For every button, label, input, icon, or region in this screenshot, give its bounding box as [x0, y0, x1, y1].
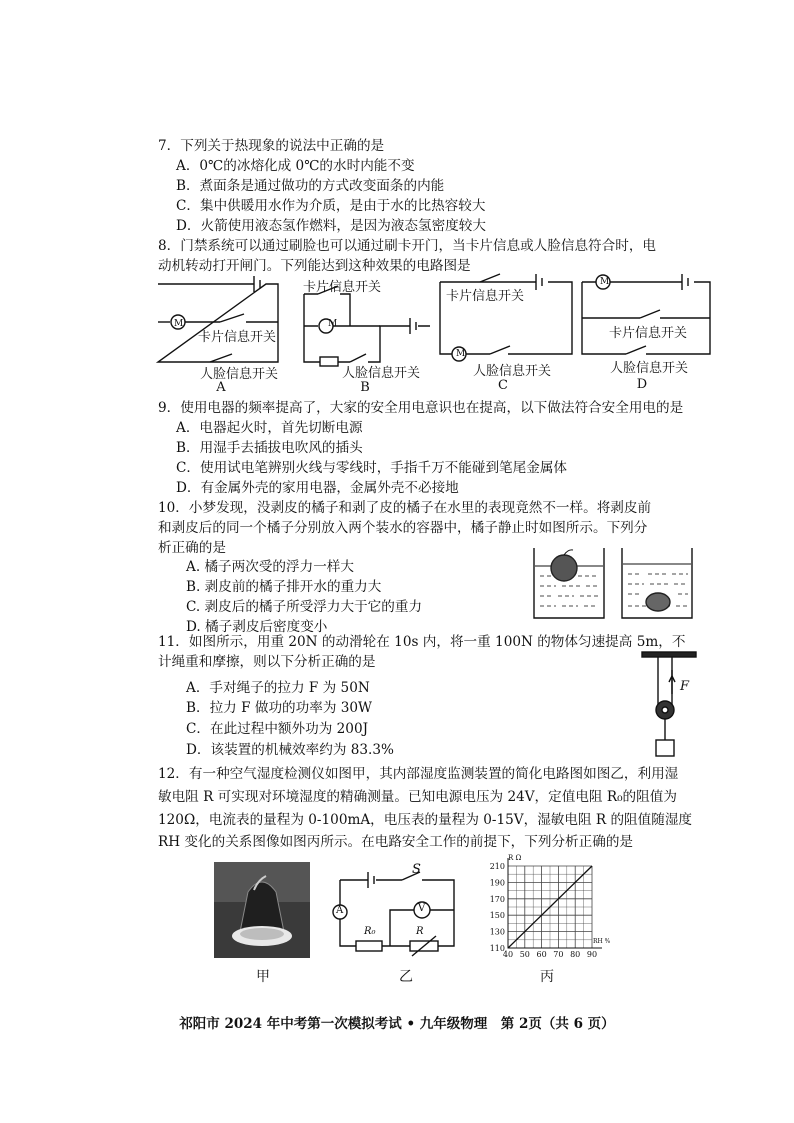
circuit-b-face-switch-label: 人脸信息开关	[342, 366, 421, 381]
ceiling-beam	[642, 652, 696, 657]
switch-label: S	[412, 862, 421, 877]
circuit-c-motor-label: M	[456, 349, 466, 359]
fig-bing-caption: 丙	[540, 969, 554, 985]
q11-option-c: C．在此过程中额外功为 200J	[186, 721, 369, 737]
ammeter-label: A	[336, 905, 344, 916]
chart-y-tick-label: 130	[489, 927, 505, 937]
q12-stem-line3: 120Ω，电流表的量程为 0-100mA，电压表的量程为 0-15V，湿敏电阻 R 的阻值随湿度	[158, 812, 693, 828]
q8-stem-line1: 8．门禁系统可以通过刷脸也可以通过刷卡开门，当卡片信息或人脸信息符合时，电	[158, 238, 657, 254]
chart-y-tick-label: 150	[489, 911, 505, 921]
q7-stem: 7．下列关于热现象的说法中正确的是	[158, 138, 385, 154]
q10-option-b: B. 剥皮前的橘子排开水的重力大	[186, 579, 382, 595]
q12-stem-line2: 敏电阻 R 可实现对环境湿度的精确测量。已知电源电压为 24V，定值电阻 R₀的阻值为	[158, 789, 677, 805]
circuit-d-card-switch-label: 卡片信息开关	[609, 326, 688, 341]
page-footer: 祁阳市 2024 年中考第一次模拟考试 • 九年级物理 第 2页（共 6 页）	[179, 1016, 615, 1032]
circuit-a-face-switch-label: 人脸信息开关	[200, 367, 279, 382]
q9-option-c: C．使用试电笔辨别火线与零线时，手指千万不能碰到笔尾金属体	[176, 460, 568, 476]
resistor-r0-symbol	[356, 941, 382, 951]
q9-stem: 9．使用电器的频率提高了，大家的安全用电意识也在提高，以下做法符合安全用电的是	[158, 400, 684, 416]
chart-x-axis-label: RH %	[593, 938, 611, 945]
q10-option-c: C. 剥皮后的橘子所受浮力大于它的重力	[186, 599, 423, 615]
q11-option-a: A．手对绳子的拉力 F 为 50N	[186, 680, 370, 696]
circuit-a	[158, 276, 278, 362]
q12-fig-bing-rh-chart	[478, 852, 618, 964]
q7-option-c: C．集中供暖用水作为介质，是由于水的比热容较大	[176, 198, 486, 214]
q9-option-b: B．用湿手去插拔电吹风的插头	[176, 440, 363, 456]
chart-y-tick-label: 110	[489, 944, 505, 953]
chart-x-tick-label: 90	[586, 950, 598, 959]
q7-option-b: B．煮面条是通过做功的方式改变面条的内能	[176, 178, 445, 194]
q12-stem-line4: RH 变化的关系图像如图丙所示。在电路安全工作的前提下，下列分析正确的是	[158, 834, 634, 850]
circuit-c-caption: C	[498, 378, 508, 393]
q11-force-label: F	[680, 679, 690, 694]
chart-y-tick-label: 190	[489, 878, 505, 888]
chart-x-tick-label: 70	[553, 950, 564, 959]
chart-y-axis-label: R Ω	[508, 854, 522, 862]
q12-fig-jia-detector-photo	[214, 862, 310, 958]
peeled-orange	[646, 593, 670, 611]
chart-x-tick-label: 40	[502, 950, 514, 959]
q11-option-d: D．该装置的机械效率约为 83.3%	[186, 742, 394, 758]
container-peeled	[622, 548, 692, 618]
circuit-a-card-switch-label: 卡片信息开关	[198, 330, 277, 345]
q10-option-a: A. 橘子两次受的浮力一样大	[186, 559, 354, 575]
chart-y-tick-label: 170	[489, 894, 505, 904]
chart-x-tick-label: 50	[519, 950, 530, 959]
q12-fig-yi-circuit	[330, 866, 460, 958]
fig-yi-caption: 乙	[399, 969, 413, 985]
q11-pulley-figure	[640, 650, 700, 760]
q11-stem-line1: 11．如图所示，用重 20N 的动滑轮在 10s 内，将一重 100N 的物体匀速提高 5m，不	[158, 634, 686, 650]
voltmeter-label: V	[418, 903, 426, 914]
circuit-c-face-switch-label: 人脸信息开关	[473, 364, 552, 379]
q10-stem-line2: 和剥皮后的同一个橘子分别放入两个装水的容器中，橘子静止时如图所示。下列分	[158, 520, 648, 536]
circuit-d-caption: D	[636, 377, 648, 392]
q11-stem-line2: 计绳重和摩擦，则以下分析正确的是	[158, 654, 376, 670]
circuit-c-card-switch-label: 卡片信息开关	[446, 289, 525, 304]
circuit-b-motor-label: M	[328, 319, 338, 329]
q8-stem-line2: 动机转动打开闸门。下列能达到这种效果的电路图是	[158, 258, 471, 274]
circuit-a-caption: A	[216, 380, 226, 395]
circuit-b	[304, 286, 430, 366]
circuit-d-face-switch-label: 人脸信息开关	[610, 361, 689, 376]
q7-option-a: A．0℃的冰熔化成 0℃的水时内能不变	[176, 158, 415, 174]
motor-label: M	[174, 319, 184, 329]
r0-label: R₀	[364, 926, 376, 937]
q9-option-a: A．电器起火时，首先切断电源	[176, 420, 363, 436]
q10-stem-line1: 10．小梦发现，没剥皮的橘子和剥了皮的橘子在水里的表现竟然不一样。将剥皮前	[158, 500, 652, 516]
chart-x-tick-label: 60	[536, 950, 547, 959]
unpeeled-orange	[551, 555, 577, 581]
circuit-b-caption: B	[360, 380, 370, 395]
q7-option-d: D．火箭使用液态氢作燃料，是因为液态氢密度较大	[176, 218, 486, 234]
chart-y-tick-label: 210	[489, 862, 505, 871]
load-block	[656, 740, 674, 756]
circuit-b-card-switch-label: 卡片信息开关	[303, 280, 382, 295]
container-unpeeled	[534, 548, 604, 618]
q9-option-d: D．有金属外壳的家用电器，金属外壳不必接地	[176, 480, 459, 496]
fig-jia-caption: 甲	[256, 969, 270, 985]
q12-stem-line1: 12．有一种空气湿度检测仪如图甲，其内部湿度监测装置的简化电路图如图乙，利用湿	[158, 766, 679, 782]
q11-option-b: B．拉力 F 做功的功率为 30W	[186, 700, 372, 716]
chart-x-tick-label: 80	[570, 950, 581, 959]
circuit-d-motor-label: M	[600, 277, 610, 287]
q10-orange-containers-figure	[528, 544, 708, 624]
r-label: R	[416, 926, 424, 937]
q10-option-d: D. 橘子剥皮后密度变小	[186, 619, 328, 635]
q10-stem-line3: 析正确的是	[158, 540, 226, 556]
